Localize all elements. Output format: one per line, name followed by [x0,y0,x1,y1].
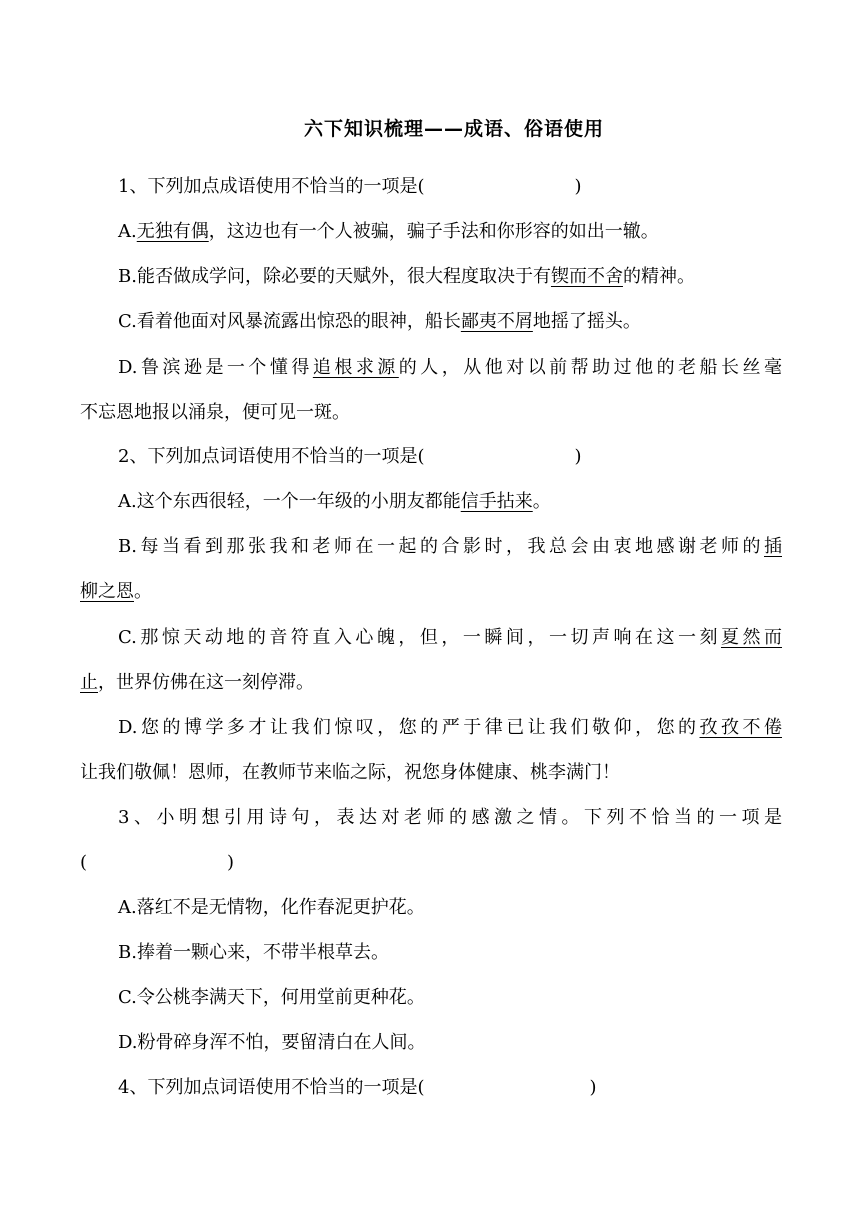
q3-option-a: A.落红不是无情物，化作春泥更护花。 [118,897,425,918]
q2-option-c: C.那惊天动地的音符直入心魄，但，一瞬间，一切声响在这一刻夏然而 [118,627,782,648]
q2-option-d-cont: 让我们敬佩！恩师，在教师节来临之际，祝您身体健康、桃李满门！ [80,762,620,783]
q2-b-idiom-part1: 插 [764,536,782,557]
q3-option-b: B.捧着一颗心来，不带半根草去。 [118,942,389,963]
q3-close-paren: ) [227,852,235,873]
q1-option-d: D.鲁滨逊是一个懂得追根求源的人，从他对以前帮助过他的老船长丝毫 [118,357,783,378]
q4-close-paren: ) [589,1077,597,1098]
q1-close-paren: ) [574,176,582,197]
q3-option-d: D.粉骨碎身浑不怕，要留清白在人间。 [118,1032,426,1053]
q3-answer-line [80,851,782,875]
q2-option-a: A.这个东西很轻，一个一年级的小朋友都能信手拈来。 [118,491,551,512]
q3-option-c: C.令公桃李满天下，何用堂前更种花。 [118,987,425,1008]
q1-option-d-cont: 不忘恩地报以涌泉，便可见一斑。 [80,402,350,423]
q1-option-b: B.能否做成学问，除必要的天赋外，很大程度取决于有锲而不舍的精神。 [118,266,695,287]
q2-option-d: D.您的博学多才让我们惊叹，您的严于律已让我们敬仰，您的孜孜不倦 [118,717,782,738]
q2-d-idiom: 孜孜不倦 [699,717,782,738]
q2-option-b-cont: 柳之恩。 [80,581,152,602]
q1-d-idiom: 追根求源 [312,357,399,378]
q3-open-paren: ( [80,852,88,873]
q1-option-a: A.无独有偶，这边也有一个人被骗，骗子手法和你形容的如出一辙。 [118,221,659,242]
q2-a-idiom: 信手拈来 [460,491,533,512]
q4-stem-text: 4、下列加点词语使用不恰当的一项是( [118,1077,425,1098]
q2-c-idiom-part1: 夏然而 [720,627,782,648]
q1-stem-text: 1、下列加点成语使用不恰当的一项是( [118,176,425,197]
q1-c-idiom: 鄙夷不屑 [460,311,533,332]
q2-option-c-cont: 止，世界仿佛在这一刻停滞。 [80,672,314,693]
q1-option-c: C.看着他面对风暴流露出惊恐的眼神，船长鄙夷不屑地摇了摇头。 [118,311,641,332]
q4-stem [118,1076,782,1100]
q2-b-idiom-part2: 柳之恩 [80,581,134,602]
q1-a-idiom: 无独有偶 [136,221,209,242]
q2-close-paren: ) [574,446,582,467]
q2-c-idiom-part2: 止 [80,672,98,693]
q2-stem [118,445,782,469]
q1-b-idiom: 锲而不舍 [550,266,623,287]
page-title: 六下知识梳理——成语、俗语使用 [303,118,604,140]
q2-option-b: B.每当看到那张我和老师在一起的合影时，我总会由衷地感谢老师的插 [118,536,782,557]
q2-stem-text: 2、下列加点词语使用不恰当的一项是( [118,446,425,467]
q1-stem [118,175,782,199]
q3-stem: 3、小明想引用诗句，表达对老师的感激之情。下列不恰当的一项是 [118,807,782,828]
